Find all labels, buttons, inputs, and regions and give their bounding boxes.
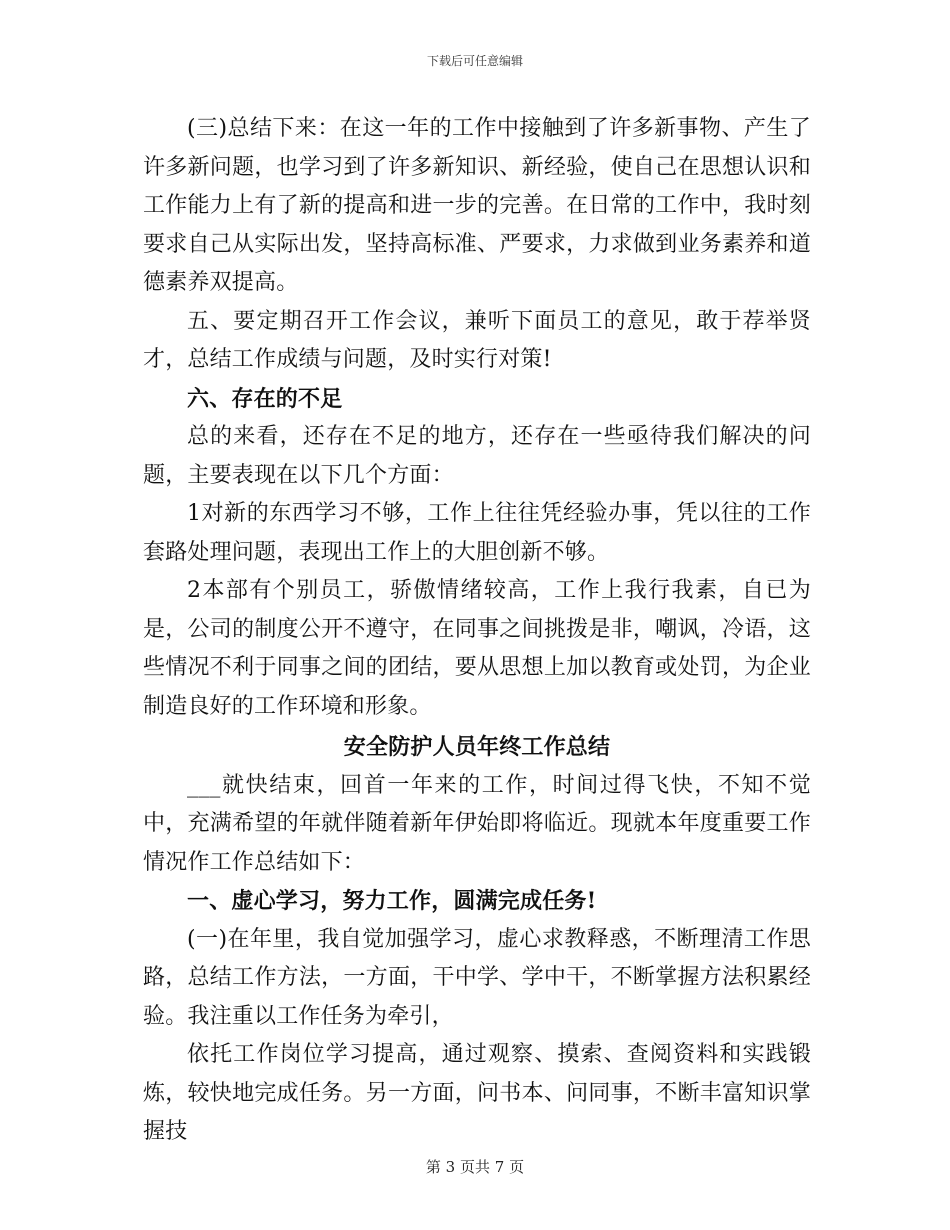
document-body bbox=[143, 110, 811, 1152]
section-heading-shortcomings: 六、存在的不足 bbox=[187, 385, 343, 412]
paragraph-point-2: 2本部有个别员工，骄傲情绪较高，工作上我行我素，自已为是，公司的制度公开不遵守，在同事之间挑拨是非，嘲讽，冷语，这些情况不利于同事之间的团结，要从思想上加以教育或处罚，为企业制造良好的工作环境和形象。 bbox=[143, 578, 811, 719]
paragraph-meetings: 五、要定期召开工作会议，兼听下面员工的意见，敢于荐举贤才，总结工作成绩与问题，及时实行对策! bbox=[143, 308, 811, 372]
paragraph-overview: 总的来看，还存在不足的地方，还存在一些亟待我们解决的问题，主要表现在以下几个方面： bbox=[143, 424, 811, 488]
paragraph-intro: ___就快结束，回首一年来的工作，时间过得飞快，不知不觉中，充满希望的年就伴随着新年伊始即将临近。现就本年度重要工作情况作工作总结如下： bbox=[143, 772, 811, 875]
paragraph-point-1: 1对新的东西学习不够，工作上往往凭经验办事，凭以往的工作套路处理问题，表现出工作上的大胆创新不够。 bbox=[143, 501, 811, 565]
document-title: 安全防护人员年终工作总结 bbox=[343, 734, 611, 760]
paragraph-learning-1: (一)在年里，我自觉加强学习，虚心求教释惑，不断理清工作思路，总结工作方法，一方面，干中学、学中干，不断掌握方法积累经验。我注重以工作任务为牵引， bbox=[143, 926, 811, 1029]
paragraph-summary: (三)总结下来：在这一年的工作中接触到了许多新事物、产生了许多新问题，也学习到了许多新知识、新经验，使自己在思想认识和工作能力上有了新的提高和进一步的完善。在日常的工作中，我时刻要求自己从实际出发，坚持高标准、严要求，力求做到业务素养和道德素养双提高。 bbox=[143, 116, 811, 295]
page-number: 第 3 页共 7 页 bbox=[425, 1158, 525, 1176]
section-heading-learning: 一、虚心学习，努力工作，圆满完成任务! bbox=[187, 888, 597, 914]
paragraph-learning-2: 依托工作岗位学习提高，通过观察、摸索、查阅资料和实践锻炼，较快地完成任务。另一方面，问书本、问同事，不断丰富知识掌握技 bbox=[143, 1042, 811, 1144]
header-note: 下载后可任意编辑 bbox=[426, 54, 523, 68]
